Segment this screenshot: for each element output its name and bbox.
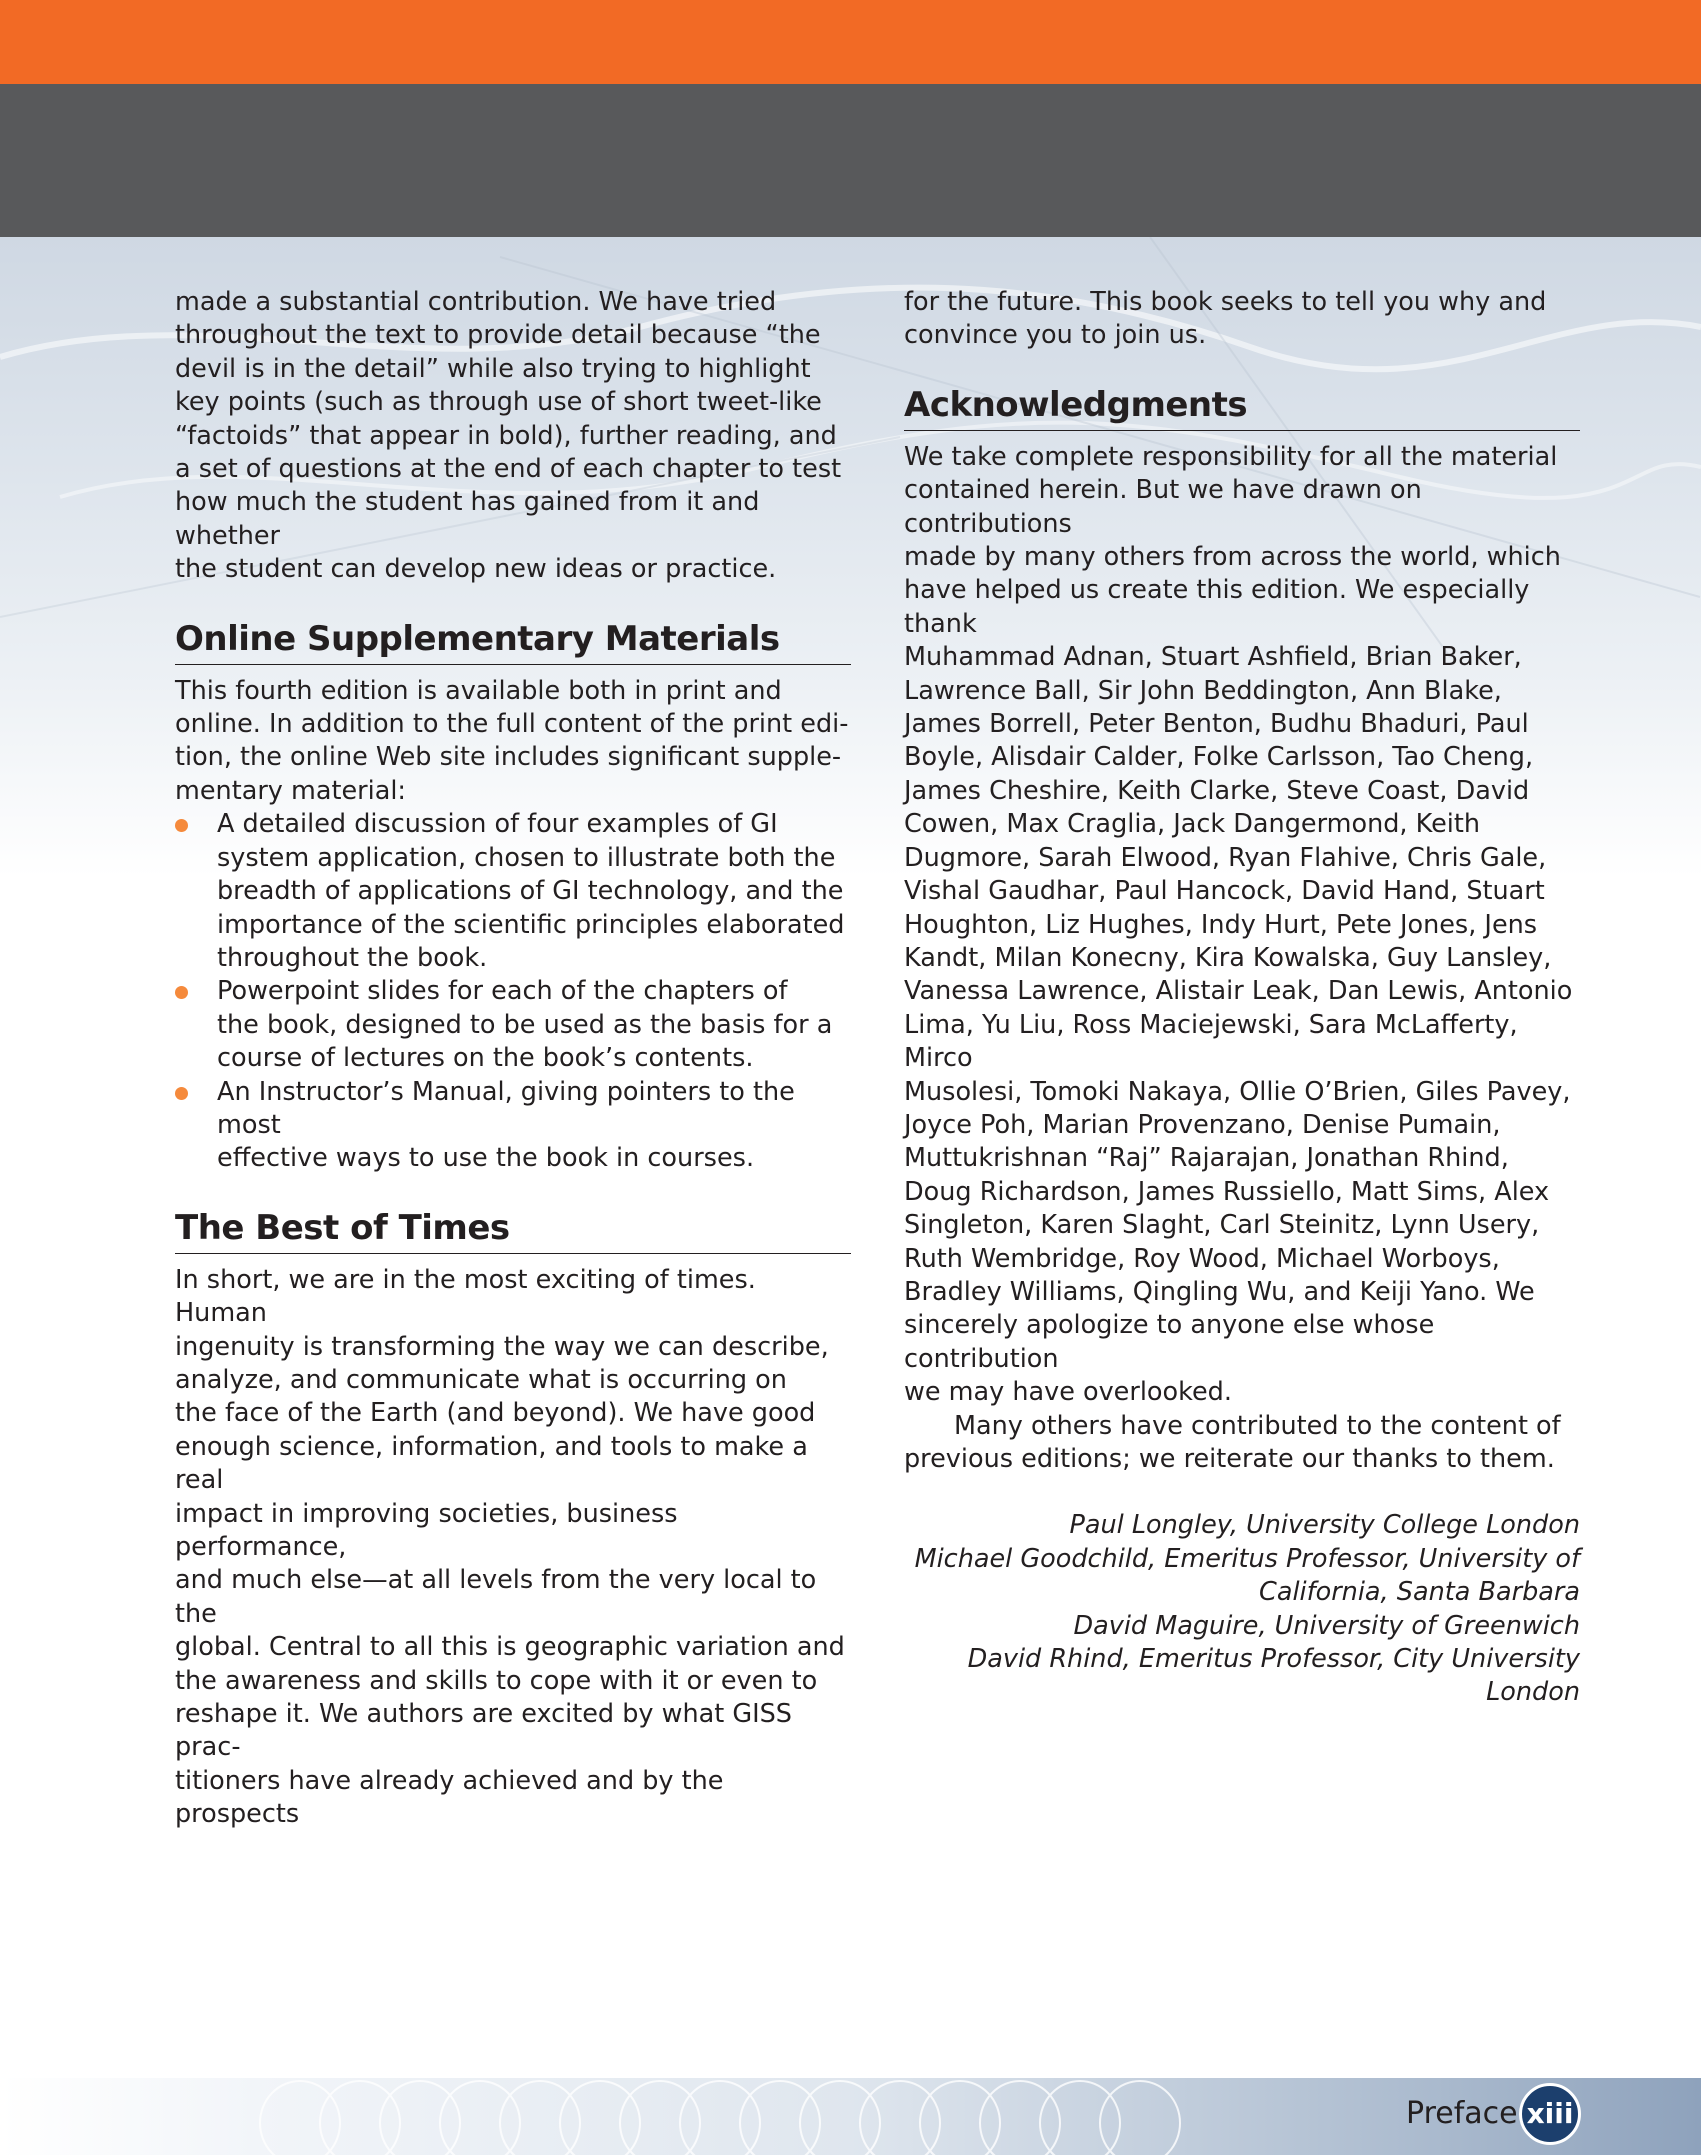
left-column: [175, 286, 851, 1832]
list-item: Powerpoint slides for each of the chapters of the book, designed to be used as the basis for a course of lectures on the book’s contents.: [175, 975, 851, 1075]
page-number-badge: xiii: [1519, 2083, 1581, 2145]
online-materials-heading: Online Supplementary Materials: [175, 617, 851, 665]
acknowledgments-paragraph-2: Many others have contributed to the content of previous editions; we reiterate our thanks to them.: [904, 1410, 1561, 1474]
list-item: An Instructor’s Manual, giving pointers to the most effective ways to use the book in courses.: [175, 1076, 851, 1176]
signature-line: Paul Longley, University College London: [1069, 1510, 1580, 1541]
list-item: A detailed discussion of four examples of GI system application, chosen to illustrate both the breadth of applications of GI technology, and the importance of the scientific principles elaborated throughout the book.: [175, 808, 851, 975]
online-materials-section: [175, 617, 851, 1176]
signature-line: Michael Goodchild, Emeritus Professor, University of: [914, 1543, 1580, 1574]
signature-line: California, Santa Barbara: [1259, 1577, 1580, 1608]
online-materials-list: [175, 808, 851, 1175]
bullet-icon: [175, 986, 188, 999]
right-column: [904, 286, 1580, 1710]
acknowledgments-heading: Acknowledgments: [904, 383, 1580, 431]
bullet-icon: [175, 1087, 188, 1100]
header-gray-band: [0, 84, 1701, 237]
signature-line: London: [1486, 1677, 1580, 1708]
footer-section-label: Preface: [1406, 2096, 1518, 2131]
intro-paragraph-end: made a substantial contribution. We have tried throughout the text to provide detail because “the devil is in the detail” while also trying to highlight key points (such as through use of short tweet-like “factoids” that appear in bold), further reading, and a set of questions at the end of each chapter to test how much the student has gained from it and whether the student can develop new ideas or practice.: [175, 287, 842, 585]
best-of-times-section: [175, 1206, 851, 1832]
acknowledgments-section: [904, 383, 1580, 1477]
best-of-times-heading: The Best of Times: [175, 1206, 851, 1254]
continued-paragraph: for the future. This book seeks to tell you why and convince you to join us.: [904, 287, 1547, 351]
top-orange-band: [0, 0, 1701, 84]
signature-line: David Rhind, Emeritus Professor, City University: [967, 1644, 1580, 1675]
signature-line: David Maguire, University of Greenwich: [1073, 1610, 1580, 1641]
acknowledgments-paragraph: We take complete responsibility for all the material contained herein. But we have drawn on contributions made by many others from across the world, which have helped us create this edition. We especially thank Muhammad Adnan, Stuart Ashfield, Brian Baker, Lawrence Ball, Sir John Beddington, Ann Blake, James Borrell, Peter Benton, Budhu Bhaduri, Paul Boyle, Alisdair Calder, Folke Carlsson, Tao Cheng, James Cheshire, Keith Clarke, Steve Coast, David Cowen, Max Craglia, Jack Dangermond, Keith Dugmore, Sarah Elwood, Ryan Flahive, Chris Gale, Vishal Gaudhar, Paul Hancock, David Hand, Stuart Houghton, Liz Hughes, Indy Hurt, Pete Jones, Jens Kandt, Milan Konecny, Kira Kowalska, Guy Lansley, Vanessa Lawrence, Alistair Leak, Dan Lewis, Antonio Lima, Yu Liu, Ross Maciejewski, Sara McLafferty, Mirco Musolesi, Tomoki Nakaya, Ollie O’Brien, Giles Pavey, Joyce Poh, Marian Provenzano, Denise Pumain, Muttukrishnan “Raj” Rajarajan, Jonathan Rhind, Doug Richardson, James Russiello, Matt Sims, Alex Singleton, Karen Slaght, Carl Steinitz, Lynn Usery, Ruth Wembridge, Roy Wood, Michael Worboys, Bradley Williams, Qingling Wu, and Keiji Yano. We sincerely apologize to anyone else whose contribution we may have overlooked.: [904, 441, 1573, 1408]
bullet-icon: [175, 819, 188, 832]
best-of-times-paragraph: In short, we are in the most exciting of times. Human ingenuity is transforming the way we can describe, analyze, and communicate what is occurring on the face of the Earth (and beyond). We have good enough science, information, and tools to make a real impact in improving societies, business performance, and much else—at all levels from the very local to the global. Central to all this is geographic variation and the awareness and skills to cope with it or even to reshape it. We authors are excited by what GISS prac- titioners have already achieved and by the prospects: [175, 1264, 845, 1830]
online-materials-paragraph: This fourth edition is available both in print and online. In addition to the full content of the print edi- tion, the online Web site includes significant supple- mentary material:: [175, 675, 849, 806]
author-signatures: [904, 1509, 1580, 1709]
